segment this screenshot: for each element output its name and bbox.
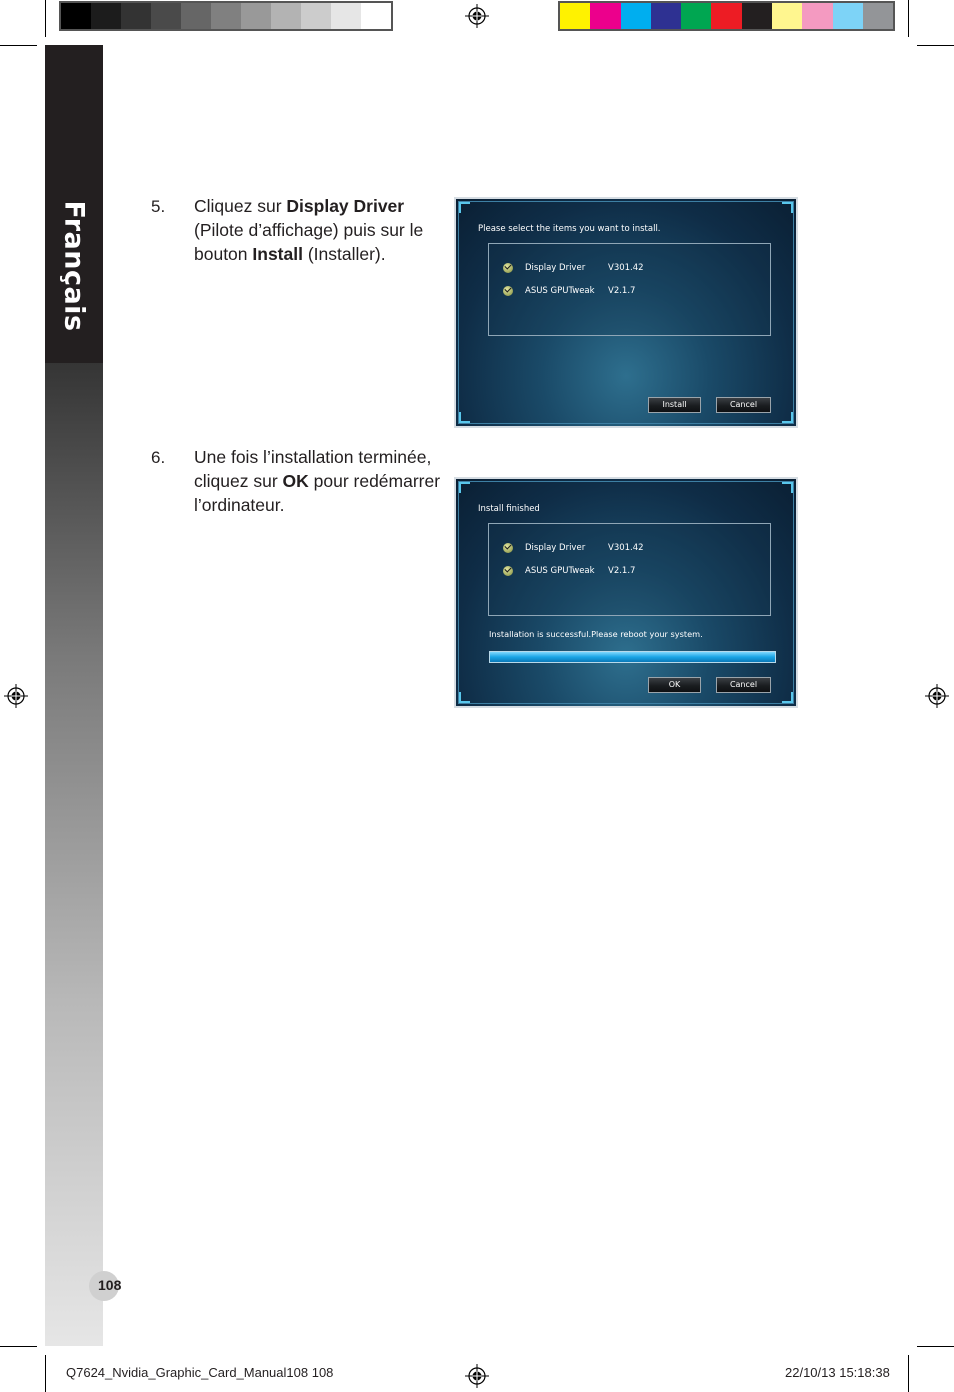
corner-accent bbox=[459, 482, 470, 493]
registration-mark-icon bbox=[925, 684, 949, 708]
color-swatch bbox=[621, 3, 651, 29]
crop-mark bbox=[908, 1355, 909, 1392]
crop-mark bbox=[917, 1346, 954, 1347]
step-emphasis: Install bbox=[252, 244, 303, 264]
color-swatch bbox=[651, 3, 681, 29]
footer-file-name: Q7624_Nvidia_Graphic_Card_Manual108 108 bbox=[66, 1365, 334, 1380]
items-list bbox=[488, 243, 771, 336]
color-swatch bbox=[241, 3, 271, 29]
list-item bbox=[503, 565, 635, 577]
corner-accent bbox=[459, 202, 470, 213]
list-item bbox=[503, 542, 644, 554]
step-instruction bbox=[194, 194, 444, 266]
list-item[interactable] bbox=[503, 285, 635, 297]
color-swatch bbox=[61, 3, 91, 29]
color-swatch bbox=[833, 3, 863, 29]
step-text-segment: pour redémarrer l’ordinateur. bbox=[194, 471, 441, 515]
dialog-title: Please select the items you want to install. bbox=[478, 224, 661, 234]
color-swatch bbox=[681, 3, 711, 29]
color-swatch bbox=[772, 3, 802, 29]
footer-timestamp: 22/10/13 15:18:38 bbox=[785, 1365, 890, 1380]
color-swatch bbox=[301, 3, 331, 29]
ok-button[interactable]: OK bbox=[648, 677, 701, 693]
registration-mark-icon bbox=[465, 4, 489, 28]
color-swatch bbox=[711, 3, 741, 29]
crop-mark bbox=[45, 1355, 46, 1392]
registration-mark-icon bbox=[4, 684, 28, 708]
corner-accent bbox=[782, 692, 793, 703]
install-select-dialog bbox=[454, 197, 798, 428]
install-button[interactable]: Install bbox=[648, 397, 701, 413]
step-text-segment: Cliquez sur bbox=[194, 196, 287, 216]
item-version: V301.42 bbox=[608, 543, 644, 553]
color-swatch bbox=[121, 3, 151, 29]
dialog-title: Install finished bbox=[478, 504, 540, 514]
crop-mark bbox=[45, 0, 46, 37]
registration-mark-icon bbox=[465, 1364, 489, 1388]
process-color-bar bbox=[558, 1, 895, 31]
checkbox-checked-icon[interactable] bbox=[503, 263, 513, 273]
step-number: 5. bbox=[151, 197, 166, 216]
color-swatch bbox=[211, 3, 241, 29]
progress-fill bbox=[490, 652, 775, 662]
step-instruction bbox=[194, 445, 444, 517]
crop-mark bbox=[908, 0, 909, 37]
items-list bbox=[488, 523, 771, 616]
color-swatch bbox=[271, 3, 301, 29]
crop-mark bbox=[0, 45, 37, 46]
color-swatch bbox=[590, 3, 620, 29]
crop-mark bbox=[0, 1346, 37, 1347]
sidebar-gradient bbox=[45, 363, 103, 1346]
color-swatch bbox=[863, 3, 893, 29]
color-swatch bbox=[151, 3, 181, 29]
crop-mark bbox=[917, 45, 954, 46]
item-name: ASUS GPUTweak bbox=[525, 566, 595, 576]
status-message: Installation is successful.Please reboot your system. bbox=[489, 629, 703, 639]
corner-accent bbox=[459, 412, 470, 423]
sidebar-language-label: Français bbox=[58, 200, 90, 332]
step-text-segment: (Pilote d’affichage) puis sur le bouton bbox=[194, 220, 424, 264]
item-name: ASUS GPUTweak bbox=[525, 286, 595, 296]
color-swatch bbox=[361, 3, 391, 29]
gray-color-bar bbox=[59, 1, 393, 31]
corner-accent bbox=[782, 202, 793, 213]
color-swatch bbox=[331, 3, 361, 29]
list-item[interactable] bbox=[503, 262, 644, 274]
step-text-segment: (Installer). bbox=[302, 244, 386, 264]
item-version: V2.1.7 bbox=[608, 566, 636, 576]
page-number: 108 bbox=[98, 1277, 122, 1293]
item-name: Display Driver bbox=[525, 263, 586, 273]
checkbox-checked-icon bbox=[503, 543, 513, 553]
corner-accent bbox=[782, 482, 793, 493]
cancel-button[interactable]: Cancel bbox=[716, 397, 771, 413]
checkbox-checked-icon bbox=[503, 566, 513, 576]
step-emphasis: Display Driver bbox=[286, 196, 405, 216]
color-swatch bbox=[802, 3, 832, 29]
corner-accent bbox=[782, 412, 793, 423]
install-finished-dialog bbox=[454, 477, 798, 708]
color-swatch bbox=[181, 3, 211, 29]
cancel-button[interactable]: Cancel bbox=[716, 677, 771, 693]
checkbox-checked-icon[interactable] bbox=[503, 286, 513, 296]
step-text-segment: Une fois l’installation terminée, cliquez sur bbox=[194, 447, 432, 491]
progress-bar bbox=[489, 651, 776, 663]
color-swatch bbox=[742, 3, 772, 29]
color-swatch bbox=[91, 3, 121, 29]
step-emphasis: OK bbox=[282, 471, 309, 491]
corner-accent bbox=[459, 692, 470, 703]
item-version: V2.1.7 bbox=[608, 286, 636, 296]
item-version: V301.42 bbox=[608, 263, 644, 273]
color-swatch bbox=[560, 3, 590, 29]
item-name: Display Driver bbox=[525, 543, 586, 553]
step-number: 6. bbox=[151, 448, 166, 467]
